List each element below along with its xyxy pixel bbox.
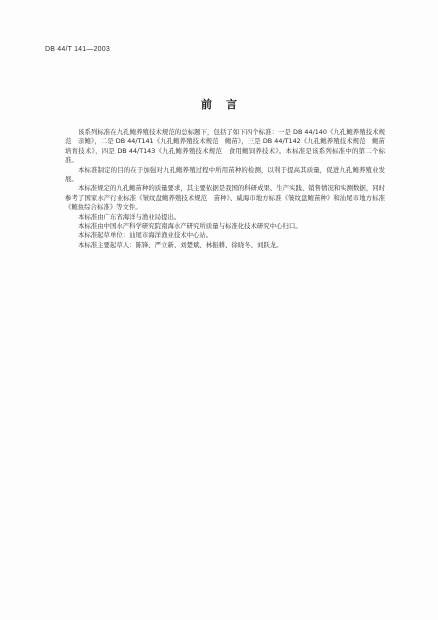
paragraph-series-overview: 该系列标准在九孔鲍养殖技术规范的总标题下，包括了如下四个标准：一是 DB 44/140《九孔鲍养殖技术规范 亲鲍》，二是 DB 44/T141《九孔鲍养殖技术规范 鲍苗》，三是 DB 44/T142《九孔鲍养殖技术规范 鲍苗培育技术》，四是 DB 44/T143《九孔鲍养殖技术规范 食用鲍饲养技术》。本标准是该系列标准中的第二个标准。 — [65, 128, 385, 165]
paragraph-purpose: 本标准制定的目的在于加强对九孔鲍养殖过程中所用苗种的检测，以利于提高其质量，促进九孔鲍养殖业发展。 — [65, 165, 385, 184]
foreword-title: 前言 — [201, 98, 251, 111]
foreword-body — [65, 128, 385, 250]
paragraph-basis: 本标准规定的九孔鲍苗种的质量要求，其主要依据是我国的科研成果、生产实践、销售情况和实测数据，同时参考了国家水产行业标准《皱纹盘鲍养殖技术规范 苗种》、威海市地方标准《皱纹盘鲍苗种》和汕尾市地方标准《鲍鱼综合标准》等文件。 — [65, 184, 385, 212]
paragraph-proposer: 本标准由广东省海洋与渔业局提出。 — [78, 212, 181, 221]
paragraph-drafters: 本标准主要起草人：陈锋、严立新、刘楚斌、林振耕、徐晓冬、刘跃龙。 — [78, 240, 283, 249]
document-code: DB 44/T 141—2003 — [45, 46, 110, 53]
paragraph-drafting-unit: 本标准起草单位：汕尾市海洋渔业技术中心站。 — [78, 231, 213, 240]
paragraph-centralizer: 本标准由中国水产科学研究院南海水产研究所质量与标准化技术研究中心归口。 — [78, 222, 302, 231]
